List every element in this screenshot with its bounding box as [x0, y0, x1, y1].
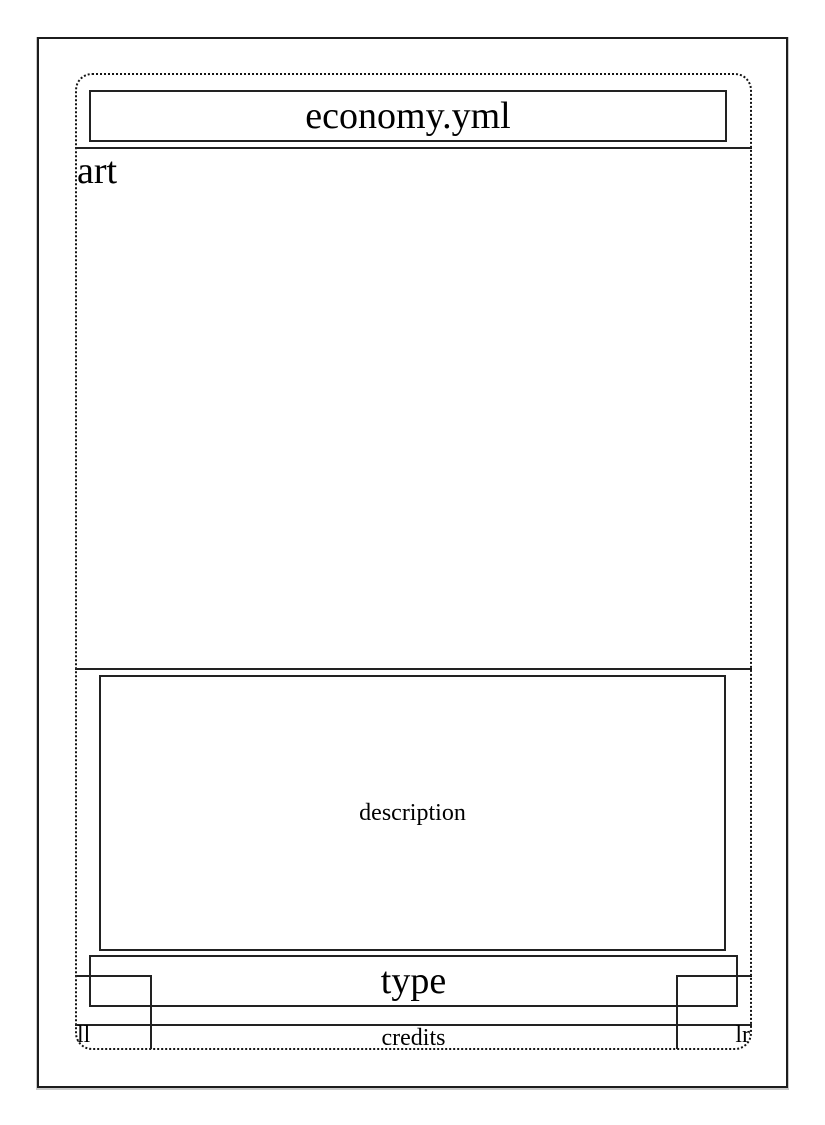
- credits-field-label: credits: [381, 1024, 446, 1051]
- art-field: [75, 147, 752, 670]
- title-field: [89, 90, 727, 142]
- lower-left-field-label: ll: [77, 1022, 91, 1048]
- title-field-label: economy.yml: [305, 95, 511, 137]
- art-field-label: art: [77, 150, 118, 192]
- credits-field: [75, 1024, 752, 1049]
- lower-right-field-label: lr: [735, 1022, 750, 1048]
- type-field-label: type: [380, 960, 447, 1002]
- description-field-label: description: [359, 799, 466, 826]
- type-field: [89, 955, 738, 1007]
- description-field: [99, 675, 726, 951]
